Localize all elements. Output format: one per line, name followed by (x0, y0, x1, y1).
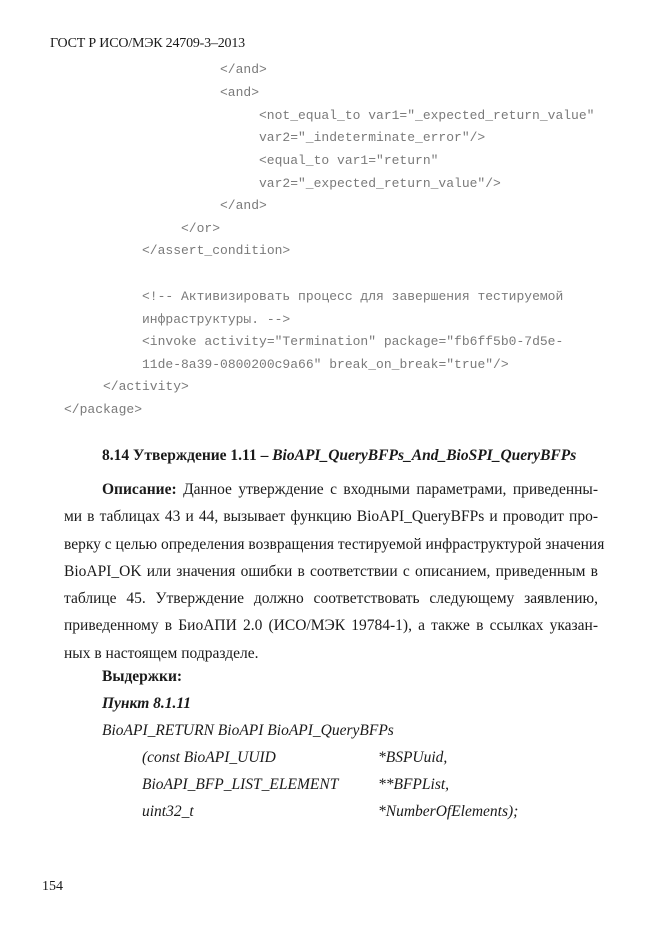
description-line: таблице 45. Утверждение должно соответствовать следующему заявлению, (64, 590, 598, 608)
param-type: uint32_t (142, 803, 194, 820)
description-paragraph (64, 476, 605, 667)
excerpts-label: Выдержки: (102, 668, 183, 685)
param-name: *NumberOfElements); (378, 803, 519, 820)
code-line: </and> (220, 198, 267, 213)
param-type: (const BioAPI_UUID (142, 749, 276, 766)
param-name: **BFPList, (378, 776, 450, 793)
description-label: Описание: (102, 481, 177, 498)
code-line: </and> (220, 62, 267, 77)
code-line: <equal_to var1="return" (259, 153, 439, 168)
code-line: var2="_expected_return_value"/> (259, 176, 501, 191)
description-line: ных в настоящем подразделе. (64, 644, 259, 662)
section-number-title: 8.14 Утверждение 1.11 – (102, 447, 273, 464)
description-line: ми в таблицах 43 и 44, вызывает функцию BioAPI_QueryBFPs и проводит про- (64, 508, 598, 526)
param-name: *BSPUuid, (378, 749, 448, 766)
code-comment-line: инфраструктуры. --> (142, 312, 291, 327)
code-line: </assert_condition> (142, 243, 291, 258)
description-line: BioAPI_OK или значения ошибки в соответствии с описанием, приведенным в (64, 562, 598, 580)
section-heading (102, 447, 576, 465)
code-line: <and> (220, 85, 260, 100)
description-text: Данное утверждение с входными параметрами, приведенны- (176, 481, 598, 498)
code-line: </package> (64, 402, 143, 417)
page-header: ГОСТ Р ИСО/МЭК 24709-3–2013 (50, 36, 245, 51)
code-line: </or> (181, 221, 221, 236)
code-line: 11de-8a39-0800200c9a66" break_on_break="true"/> (142, 357, 509, 372)
param-type: BioAPI_BFP_LIST_ELEMENT (142, 776, 339, 793)
code-line: <not_equal_to var1="_expected_return_value" (259, 108, 595, 123)
code-line: <invoke activity="Termination" package="fb6ff5b0-7d5e- (142, 334, 564, 349)
section-title-italic: BioAPI_QueryBFPs_And_BioSPI_QueryBFPs (272, 447, 577, 464)
description-line (64, 476, 598, 503)
code-line: var2="_indeterminate_error"/> (259, 130, 486, 145)
description-line: приведенному в БиоАПИ 2.0 (ИСО/МЭК 19784-1), а также в ссылках указан- (64, 617, 598, 635)
function-signature: BioAPI_RETURN BioAPI BioAPI_QueryBFPs (102, 722, 394, 739)
code-line: </activity> (103, 379, 189, 394)
description-line: верку с целью определения возвращения тестируемой инфраструктурой значения (64, 535, 605, 553)
clause-reference: Пункт 8.1.11 (102, 695, 192, 712)
page-number: 154 (42, 879, 63, 894)
code-comment-line: <!-- Активизировать процесс для завершения тестируемой (142, 289, 564, 304)
